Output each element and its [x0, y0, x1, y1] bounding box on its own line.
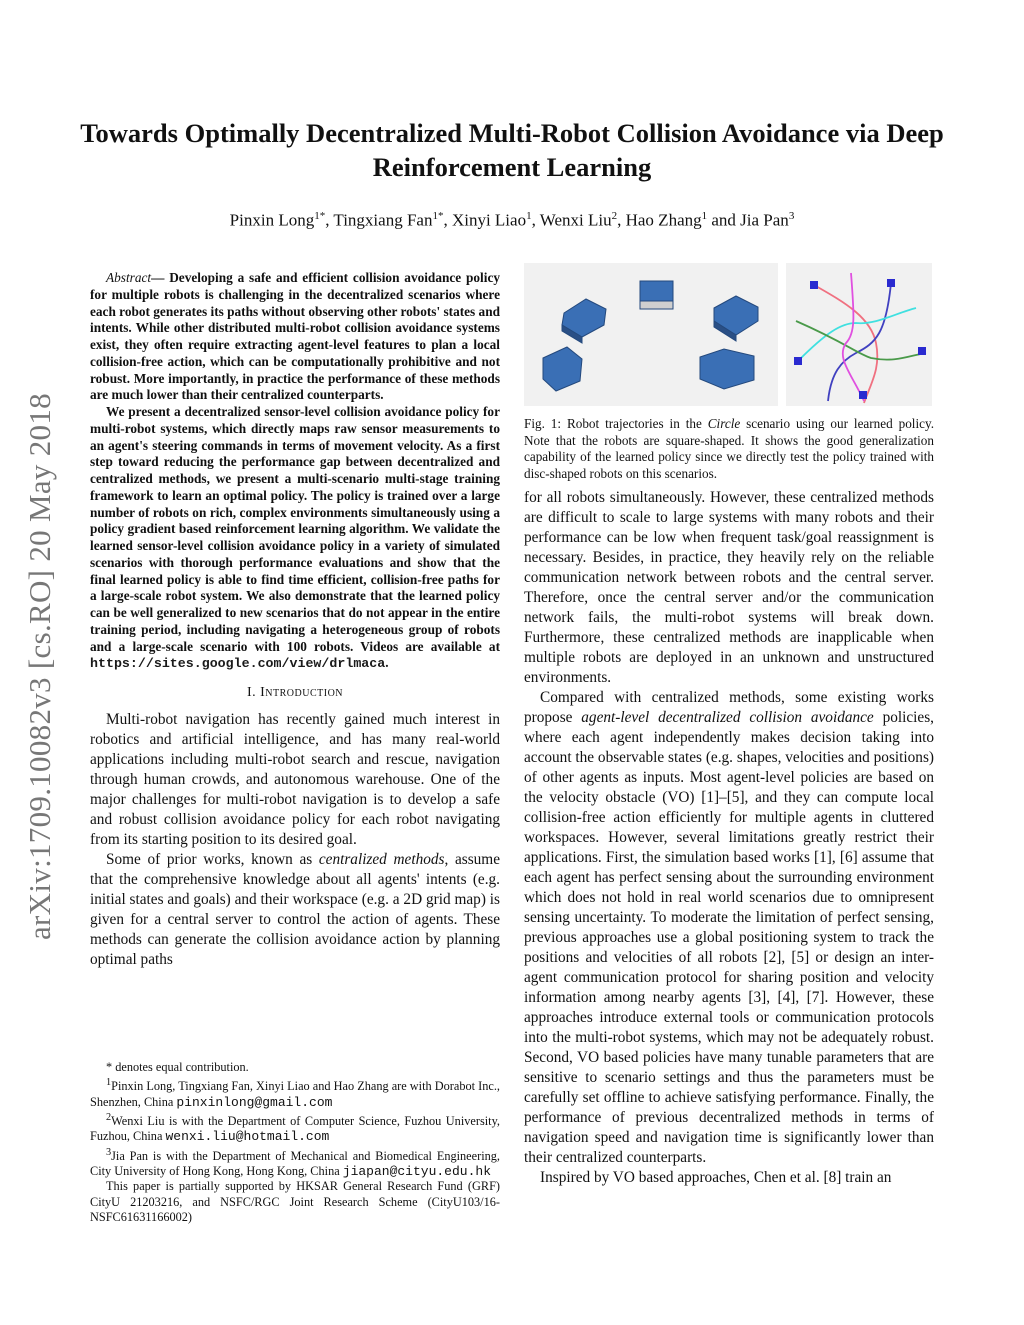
author: Xinyi Liao [451, 210, 527, 230]
abstract-text: We present a decentralized sensor-level collision avoidance policy for multi-robot systems, which directly maps raw sensor measurements to an agent's steering commands in terms of movement velocity. As a first step toward reducing the performance gap between decentralized and centralized methods, we present a multi-scenario multi-stage training framework to learn an optimal policy. The policy is trained over a large number of robots on rich, complex environments simultaneously using a policy gradient based reinforcement learning algorithm. We validate the learned sensor-level collision avoidance policy in a variety of simulated scenarios with thorough performance evaluations and show that the final learned policy is able to find time efficient, collision-free paths for a large-scale robot system. We also demonstrate that the learned policy can be well generalized to new scenarios that do not appear in the entire training period, including navigating a heterogeneous group of robots and a large-scale scenario with 100 robots. Videos are available at [90, 404, 500, 654]
sep: , [325, 210, 334, 230]
trajectory-green [796, 321, 926, 360]
robot-marker-icon [918, 347, 926, 355]
arxiv-stamp: arXiv:1709.10082v3 [cs.RO] 20 May 2018 [22, 393, 57, 940]
robot-icon [543, 347, 582, 391]
body-paragraph: Inspired by VO based approaches, Chen et al. [8] train an [540, 1169, 892, 1186]
author: Tingxiang Fan [333, 210, 433, 230]
robot-marker-icon [859, 391, 867, 399]
author: Pinxin Long [229, 210, 315, 230]
abstract [90, 270, 500, 970]
right-column [524, 488, 934, 1188]
abstract-p2 [90, 404, 500, 673]
robot-icon [640, 281, 673, 309]
abstract-text: Developing a safe and efficient collision avoidance policy for multiple robots is challenging in the decentralized scenarios where each robot generates its paths without observing other robots' states and intents. While other distributed multi-robot collision avoidance systems exist, they often require extracting agent-level features to plan a local collision-free action, which can be computationally prohibitive and not robust. More importantly, in practice the performance of these methods are much lower than their centralized counterparts. [90, 270, 500, 403]
footnote: This paper is partially supported by HKSAR General Research Fund (GRF) CityU 21203216, and NSFC/RGC Joint Research Scheme (CityU103/16-NSFC61631166002) [90, 1179, 500, 1224]
emphasis: centralized methods [318, 850, 445, 868]
trajectory-blue [828, 283, 891, 401]
affiliation-mark: 2 [611, 210, 618, 222]
email: wenxi.liu@hotmail.com [165, 1129, 330, 1145]
robot-marker-icon [794, 357, 802, 365]
paper-title: Towards Optimally Decentralized Multi-Robot Collision Avoidance via Deep Reinforcement Learning [80, 118, 944, 182]
footnote [90, 1075, 500, 1110]
intro-paragraph: Multi-robot navigation has recently gained much interest in robotics and artificial intelligence, and has many real-world applications including multi-robot search and rescue, navigation through human crowds, and autonomous warehouse. One of the major challenges for multi-robot navigation is to develop a safe and robust collision avoidance policy for each robot navigating from its starting position to its desired goal. [90, 710, 500, 848]
robot-marker-icon [887, 279, 895, 287]
project-url-link[interactable]: https://sites.google.com/view/drlmaca [90, 656, 386, 672]
author-list [60, 210, 964, 231]
footnotes [90, 1060, 500, 1225]
robot-icon [562, 299, 606, 343]
text: Compared with centralized methods, some existing works propose [524, 689, 934, 726]
text: Jia Pan is with the Department of Mechanical and Biomedical Engineering, City University of Hong Kong, Hong Kong, China [90, 1148, 500, 1179]
email: jiapan@cityu.edu.hk [342, 1164, 491, 1180]
robot-icon [700, 349, 754, 389]
text: policies, where each agent independently makes decision taking into account the observable states (e.g. shapes, velocities and positions) of other agents as inputs. Most agent-level policies are based on the velocity obstacle (VO) [1]–[5], and they can compute local collision-free action efficiently for multiple agents in cluttered workspaces. However, several limitations greatly restrict their applications. First, the simulation based works [1], [6] assume that each agent has perfect sensing about the surrounding environment which does not hold in real world scenarios due to omnipresent sensing uncertainty. To moderate the limitation of perfect sensing, previous approaches use a global positioning system to track the positions and velocities of all robots [2], [5] or design an inter-agent communication protocol for sharing position and velocity information among nearby agents [3], [4], [7]. However, these approaches introduce external tools or communication protocols into the multi-robot systems, which may not be adequately robust. Second, VO based policies have many tunable parameters that are sensitive to scenario settings and thus the parameters must be carefully set offline to achieve satisfying performance. Finally, the performance of previous decentralized methods in terms of navigation speed and navigation time is significantly lower than their centralized counterparts. [524, 709, 934, 1166]
affiliation-mark: 1* [314, 210, 326, 222]
trajectory-magenta [843, 273, 864, 401]
robot-marker-icon [810, 281, 818, 289]
sep: , [617, 210, 626, 230]
sep: , [443, 210, 452, 230]
footnote [90, 1145, 500, 1180]
text: Some of prior works, known as [106, 850, 319, 868]
section-heading [90, 685, 500, 702]
author: Wenxi Liu [539, 210, 612, 230]
body-paragraph: for all robots simultaneously. However, these centralized methods are difficult to scale to large systems with many robots and their performance can be low when frequent task/goal reassignment is necessary. Besides, in practice, they heavily rely on the reliable communication network between robots and the central server. Therefore, once the central server and/or the communication network fails, the multi-robot systems will break down. Furthermore, these centralized methods are inapplicable when multiple robots are deployed in an unknown and unstructured environments. [524, 489, 934, 686]
text: Wenxi Liu is with the Department of Computer Science, Fuzhou University, Fuzhou, China [90, 1114, 500, 1144]
text: scenario using our learned policy. Note that the robots are square-shaped. It shows the good generalization capability of the learned policy since we directly test the policy trained with disc-shaped robots on this scenarios. [524, 416, 935, 482]
emphasis: Circle [707, 416, 741, 431]
author: Hao Zhang [625, 210, 702, 230]
body-paragraph [524, 688, 934, 1168]
period: . [385, 655, 389, 671]
text: Pinxin Long, Tingxiang Fan, Xinyi Liao and Hao Zhang are with Dorabot Inc., Shenzhen, China [90, 1079, 500, 1109]
emphasis: agent-level decentralized collision avoidance [581, 709, 874, 726]
sep: and [707, 210, 741, 230]
footnote: * denotes equal contribution. [106, 1060, 249, 1074]
robots-photo [524, 263, 778, 406]
affiliation-mark: 1 [701, 210, 708, 222]
dash: — [151, 270, 170, 285]
trajectories-plot [786, 263, 932, 406]
text: Fig. 1: Robot trajectories in the [524, 416, 708, 431]
intro-paragraph [90, 850, 500, 970]
robots-illustration [524, 263, 778, 406]
abstract-label: Abstract [106, 270, 152, 285]
affiliation-mark: 3 [788, 210, 795, 222]
mark: 1 [106, 1077, 112, 1089]
section-number: I. [246, 685, 261, 700]
author: Jia Pan [740, 210, 789, 230]
text: , assume that the comprehensive knowledge about all agents' intents (e.g. initial states and goals) and their workspace (e.g. a 2D grid map) is given for a central server to control the action of agents. These methods can generate the collision avoidance action by planning optimal paths [90, 850, 500, 968]
section-title: Introduction [260, 685, 344, 700]
mark: 2 [106, 1111, 112, 1123]
figure-caption [524, 416, 934, 483]
mark: 3 [106, 1146, 112, 1158]
abstract-p1 [90, 270, 500, 404]
affiliation-mark: 1* [432, 210, 444, 222]
affiliation-mark: 1 [526, 210, 532, 222]
footnote [90, 1110, 500, 1145]
trajectory-illustration [786, 263, 932, 406]
email: pinxinlong@gmail.com [176, 1094, 333, 1110]
sep: , [531, 210, 540, 230]
robot-icon [714, 296, 758, 341]
